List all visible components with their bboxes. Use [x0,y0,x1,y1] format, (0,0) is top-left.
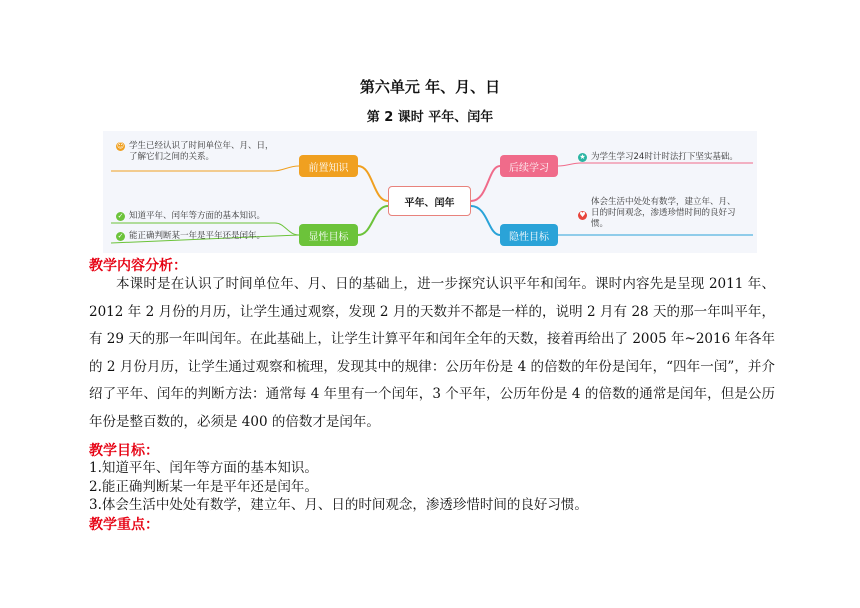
objectives-heading: 教学目标： [89,443,159,459]
mind-map [103,131,757,253]
unit-title: 第六单元 年、月、日 [359,78,501,96]
connector-explicit [358,206,388,235]
leaf-prior [116,141,279,163]
branch-prior-knowledge: 前置知识 [299,155,358,177]
leaf-prior-text: 学生已经认识了时间单位年、月、日，了解它们之间的关系。 [129,141,274,162]
objective-item: 2.能正确判断某一年是平年还是闰年。 [89,479,318,495]
leaf-explicit-2 [117,231,299,242]
objective-item: 1.知道平年、闰年等方面的基本知识。 [89,460,318,476]
analysis-heading: 教学内容分析： [89,258,187,274]
leaf-implicit-text: 体会生活中处处有数学，建立年、月、日的时间观念，渗透珍惜时间的良好习惯。 [591,197,736,229]
smile-icon: ☺ [116,142,125,150]
branch-explicit-goals: 显性目标 [299,224,358,246]
connector-prior [358,166,388,201]
leaf-explicit-1 [117,211,299,222]
leaf-explicit-1-text: 知道平年、闰年等方面的基本知识。 [129,211,266,221]
branch-follow-up: 后续学习 [500,155,558,177]
connector-implicit [471,206,500,235]
analysis-body: 本课时是在认识了时间单位年、月、日的基础上，进一步探究认识平年和闰年。课时内容先是呈现 2011 年、2012 年 2 月份的月历，让学生通过观察，发现 2 月的天数并不都是一样的，说明 2 月有 28 天的那一年叫平年，有 29 天的那一年叫闰年。在此基础上，让学生计算平年和闰年全年的天数，接着再给出了 2005 年~2016 年各年的 2 月份月历，让学生通过观察和梳理，发现其中的规律：公历年份是 4 的倍数的年份是闰年，“四年一闰”，并介绍了平年、闰年的判断方法：通常每 4 年里有一个闰年，3 个平年，公历年份是 4 的倍数的通常是闰年，但是公历年份是整百数的，必须是 400 的倍数才是闰年。 [89,276,775,430]
heart-icon: ♥ [579,211,586,219]
center-node: 平年、闰年 [388,186,471,216]
check-icon: ✓ [117,212,124,220]
leaf-line-prior [111,166,299,171]
key-points-heading: 教学重点： [89,517,159,533]
leaf-explicit-2-text: 能正确判断某一年是平年还是闰年。 [129,231,266,241]
leaf-follow [579,152,756,163]
lesson-title: 第 2 课时 平年、闰年 [366,110,494,125]
branch-implicit-goals: 隐性目标 [500,224,558,246]
leaf-line-follow [558,163,753,166]
objective-item: 3.体会生活中处处有数学，建立年、月、日的时间观念，渗透珍惜时间的良好习惯。 [89,497,588,513]
star-icon: ★ [579,153,586,161]
connector-follow [471,166,500,201]
leaf-follow-text: 为学生学习24时计时法打下坚实基础。 [591,152,738,162]
leaf-implicit [579,197,741,230]
check-icon: ✓ [117,232,124,240]
